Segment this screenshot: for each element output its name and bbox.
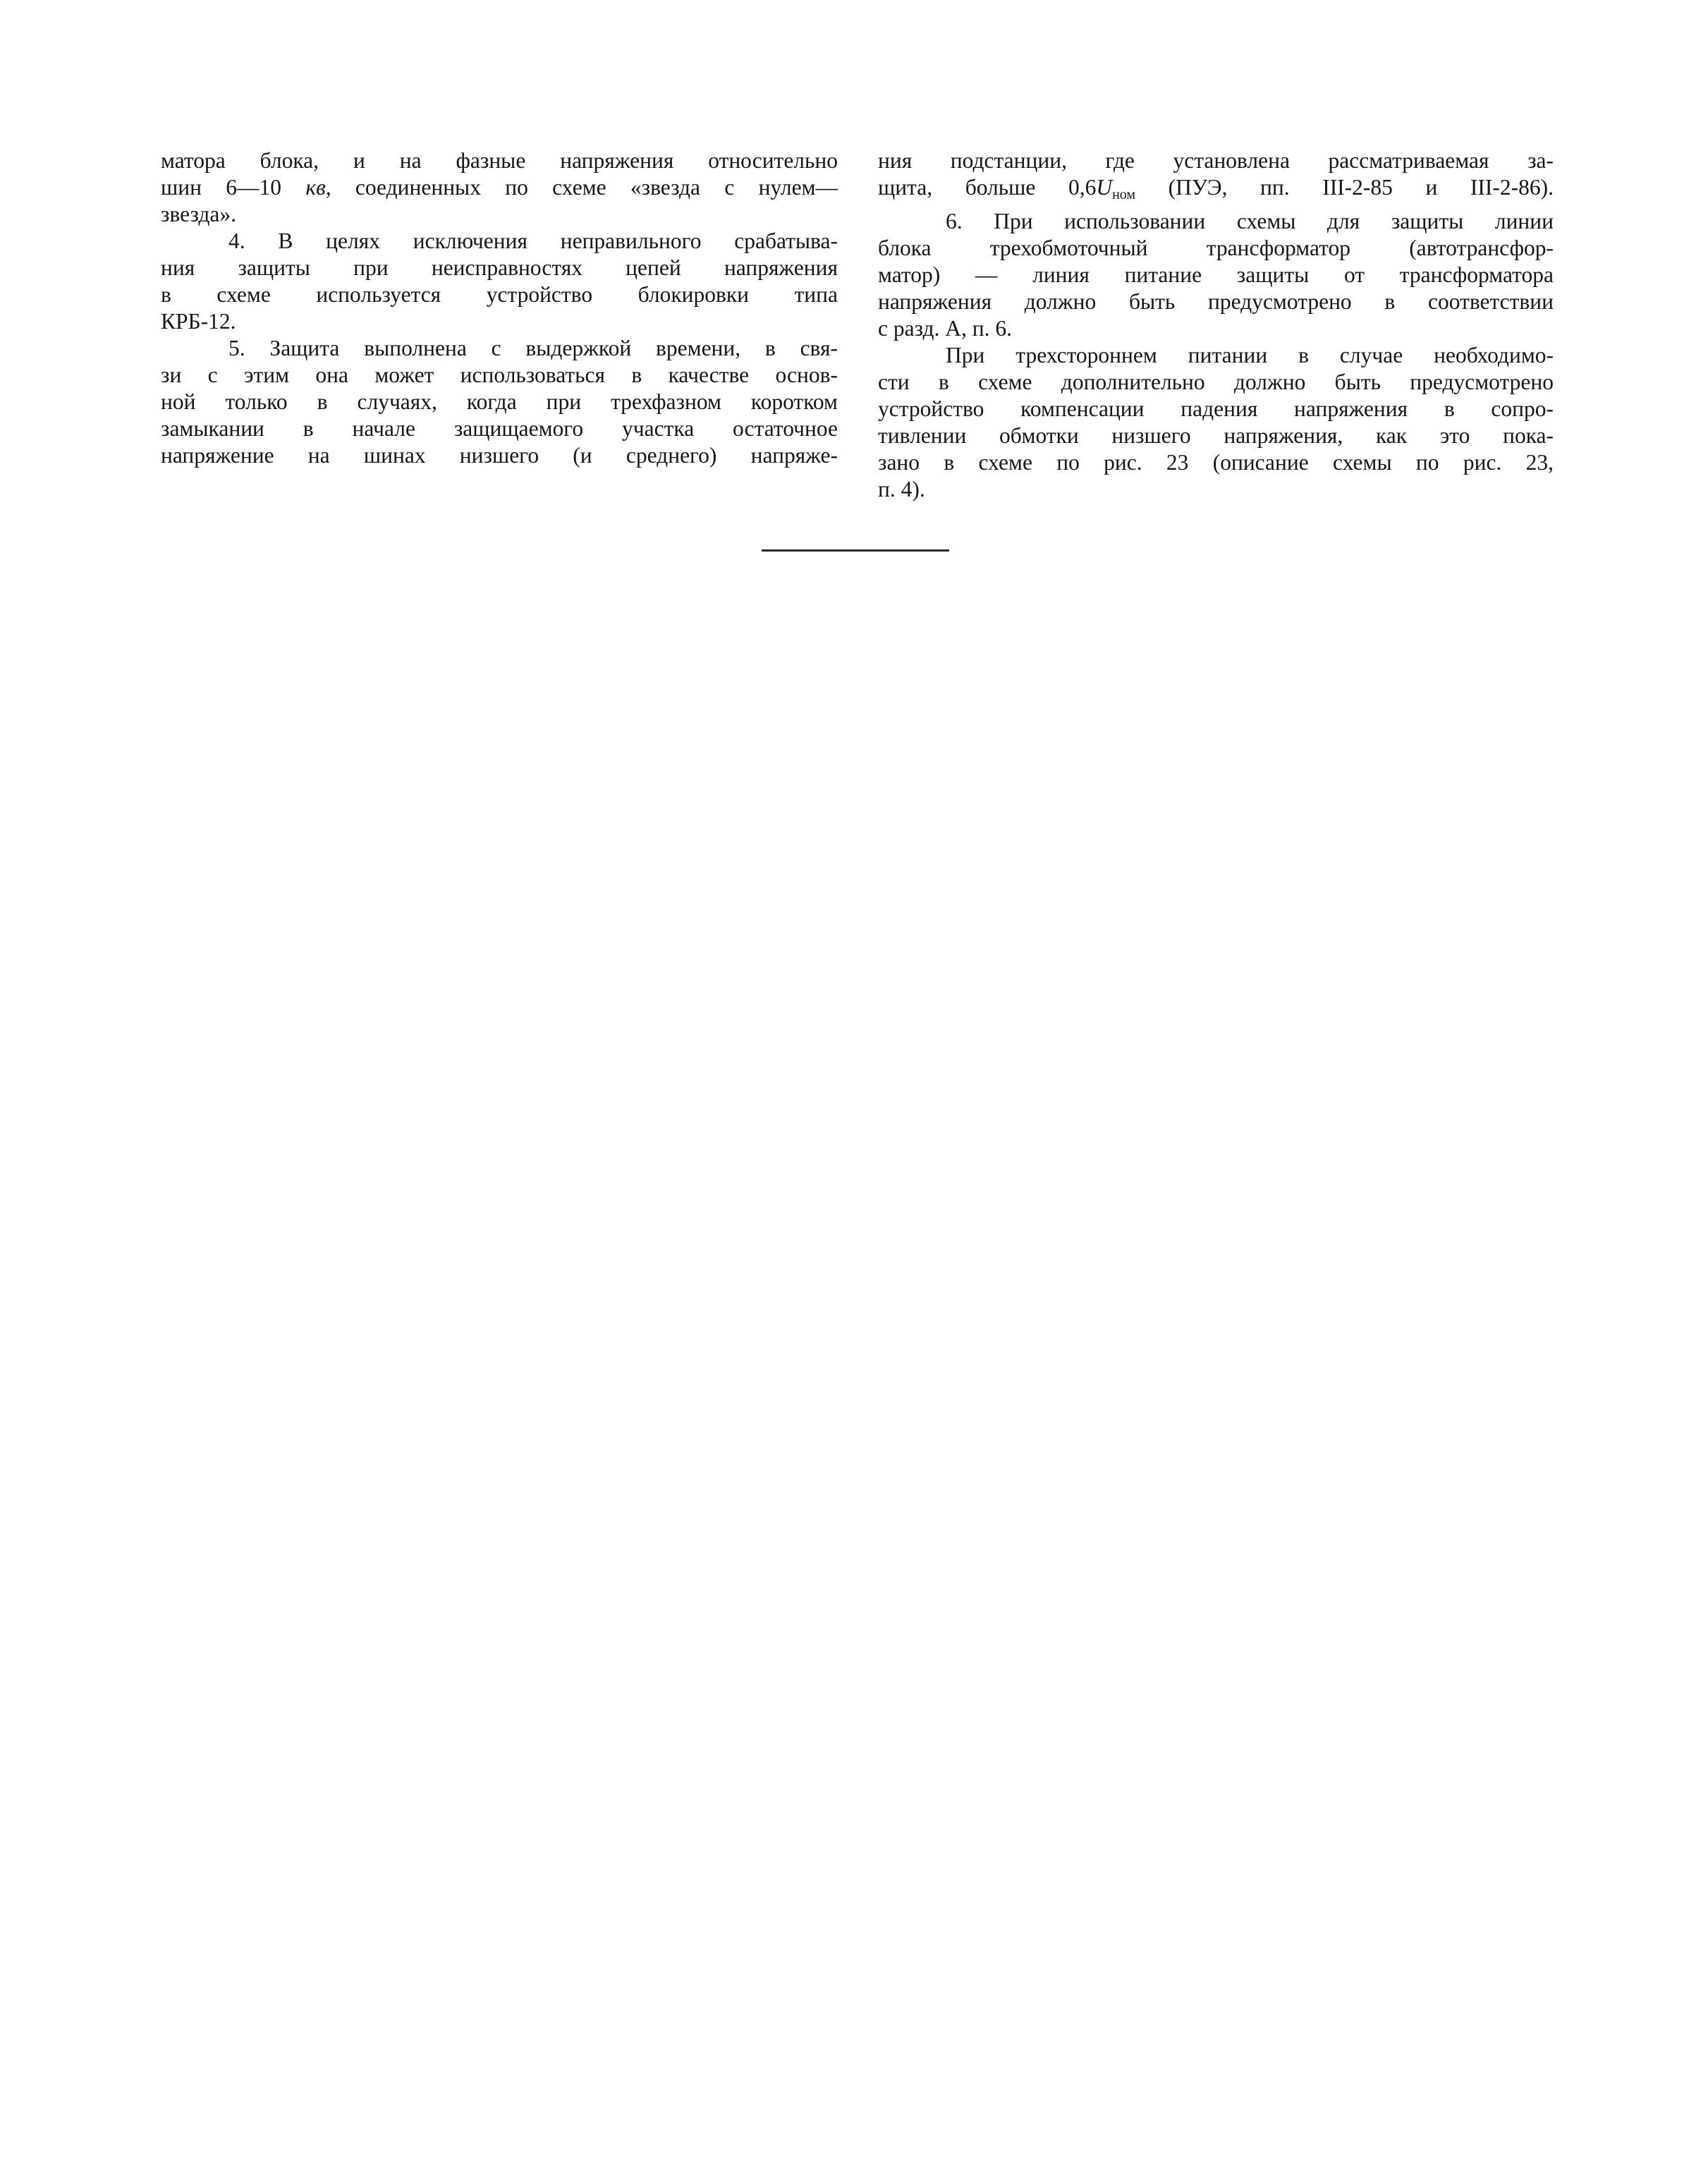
text-line: КРБ-12.	[161, 309, 236, 334]
text-line: с разд. А, п. 6.	[878, 316, 1012, 341]
text-line: блока трехобмоточный трансформатор (автотрансфор-	[878, 236, 1554, 260]
text-fragment: щита, больше 0,6	[878, 175, 1097, 200]
text-line: ния защиты при неисправностях цепей напряжения	[161, 255, 838, 280]
text-line: тивлении обмотки низшего напряжения, как это пока-	[878, 423, 1554, 448]
text-line: зи с этим она может использоваться в качестве основ-	[161, 363, 838, 387]
text-line: 5. Защита выполнена с выдержкой времени, в свя-	[228, 336, 838, 360]
text-line: напряжения должно быть предусмотрено в соответствии	[878, 289, 1554, 314]
text-line: шин 6—10 кв, соединенных по схеме «звезда с нулем—	[161, 175, 838, 200]
text-line-with-formula	[878, 174, 1554, 208]
text-line: ной только в случаях, когда при трехфазном коротком	[161, 389, 838, 414]
text-line: 6. При использовании схемы для защиты линии	[946, 209, 1554, 233]
text-line: При трехстороннем питании в случае необходимо-	[946, 343, 1554, 367]
text-fragment: (ПУЭ, пп. III-2-85 и III-2-86).	[1135, 175, 1554, 200]
text-line: ния подстанции, где установлена рассматриваемая за-	[878, 148, 1554, 173]
text-line: матора блока, и на фазные напряжения относительно	[161, 148, 838, 173]
text-line: звезда».	[161, 202, 237, 226]
left-text-column	[161, 147, 838, 469]
right-text-column	[878, 147, 1554, 503]
text-line: матор) — линия питание защиты от трансформатора	[878, 262, 1554, 287]
voltage-subscript: ном	[1112, 187, 1136, 202]
text-line: сти в схеме дополнительно должно быть предусмотрено	[878, 370, 1554, 394]
text-line: 4. В целях исключения неправильного срабатыва-	[228, 229, 838, 253]
voltage-symbol: U	[1096, 175, 1113, 200]
text-line: зано в схеме по рис. 23 (описание схемы по рис. 23,	[878, 450, 1554, 475]
text-line: п. 4).	[878, 477, 925, 501]
text-line: напряжение на шинах низшего (и среднего) напряже-	[161, 443, 838, 468]
text-line: в схеме используется устройство блокировки типа	[161, 282, 838, 307]
text-line: устройство компенсации падения напряжения в сопро-	[878, 396, 1554, 421]
text-line: замыкании в начале защищаемого участка остаточное	[161, 416, 838, 441]
section-end-rule	[762, 549, 949, 552]
